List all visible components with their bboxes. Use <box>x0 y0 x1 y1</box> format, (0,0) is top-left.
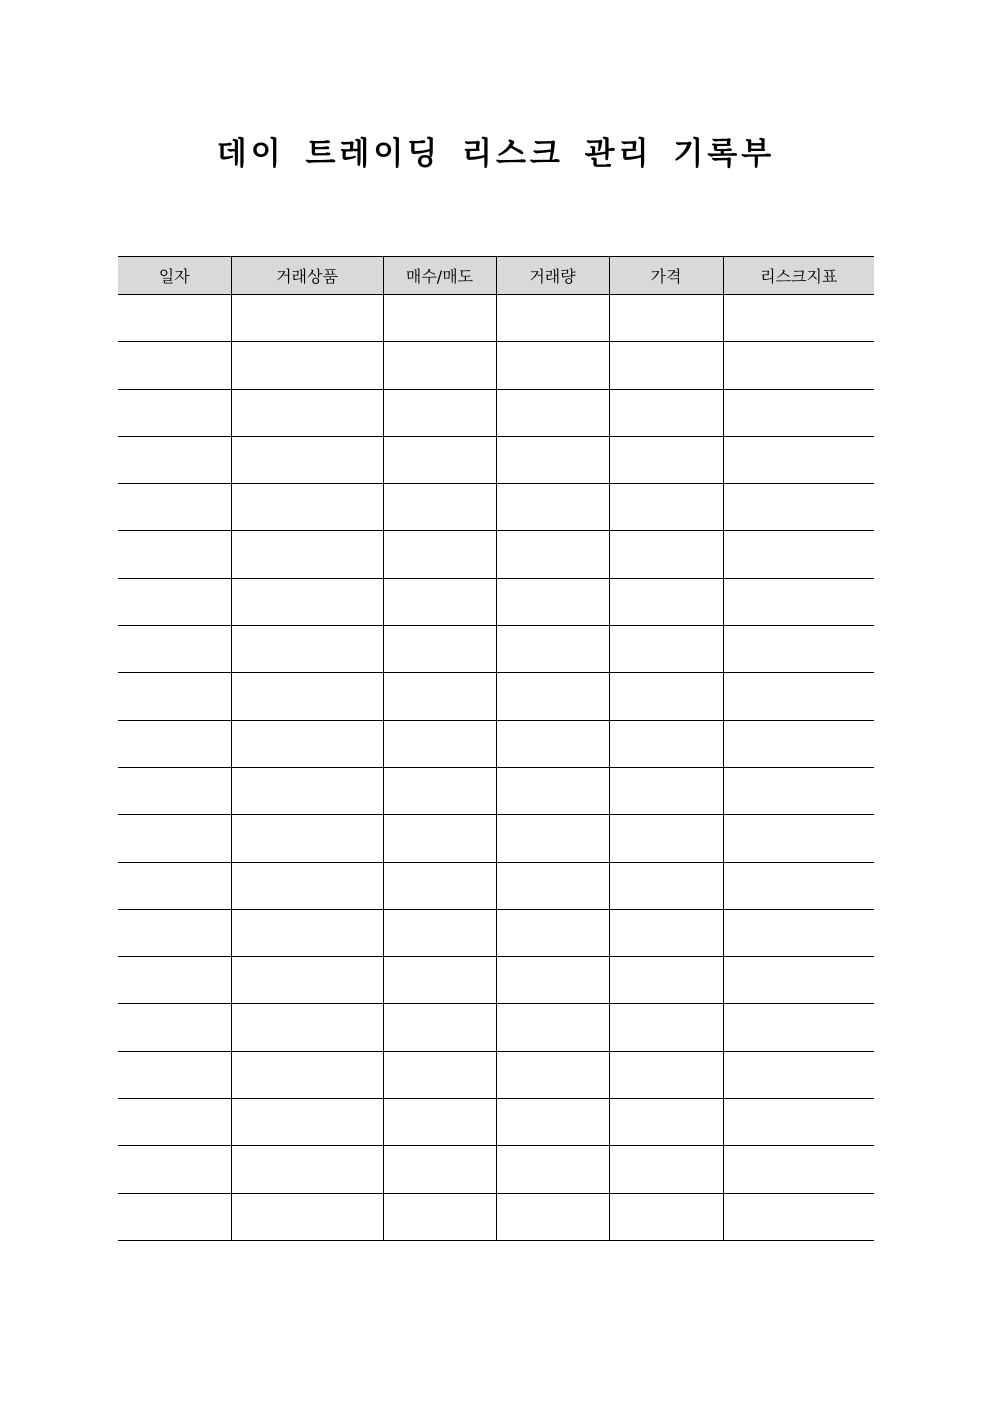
cell-date[interactable] <box>118 1099 231 1146</box>
cell-risk-indicator[interactable] <box>723 531 874 578</box>
cell-buy-sell[interactable] <box>383 862 496 909</box>
cell-product[interactable] <box>231 389 383 436</box>
cell-price[interactable] <box>609 578 723 625</box>
cell-volume[interactable] <box>496 862 609 909</box>
cell-price[interactable] <box>609 673 723 720</box>
cell-price[interactable] <box>609 1193 723 1240</box>
cell-price[interactable] <box>609 957 723 1004</box>
cell-date[interactable] <box>118 626 231 673</box>
cell-buy-sell[interactable] <box>383 531 496 578</box>
cell-risk-indicator[interactable] <box>723 342 874 389</box>
cell-volume[interactable] <box>496 673 609 720</box>
table-body <box>118 295 874 1241</box>
cell-volume[interactable] <box>496 295 609 342</box>
cell-date[interactable] <box>118 720 231 767</box>
cell-buy-sell[interactable] <box>383 1146 496 1193</box>
cell-date[interactable] <box>118 578 231 625</box>
cell-product[interactable] <box>231 626 383 673</box>
cell-volume[interactable] <box>496 342 609 389</box>
cell-price[interactable] <box>609 295 723 342</box>
cell-risk-indicator[interactable] <box>723 436 874 483</box>
table-row <box>118 484 874 531</box>
cell-volume[interactable] <box>496 578 609 625</box>
table-row <box>118 720 874 767</box>
cell-buy-sell[interactable] <box>383 436 496 483</box>
cell-volume[interactable] <box>496 484 609 531</box>
cell-volume[interactable] <box>496 767 609 814</box>
cell-product[interactable] <box>231 484 383 531</box>
cell-buy-sell[interactable] <box>383 578 496 625</box>
table-row <box>118 626 874 673</box>
table-row <box>118 531 874 578</box>
risk-log-table <box>118 256 874 1241</box>
table-row <box>118 342 874 389</box>
cell-date[interactable] <box>118 436 231 483</box>
cell-volume[interactable] <box>496 1004 609 1051</box>
header-volume: 거래량 <box>496 257 609 295</box>
cell-risk-indicator[interactable] <box>723 720 874 767</box>
cell-risk-indicator[interactable] <box>723 1099 874 1146</box>
table-row <box>118 1193 874 1240</box>
cell-product[interactable] <box>231 1004 383 1051</box>
cell-product[interactable] <box>231 815 383 862</box>
cell-risk-indicator[interactable] <box>723 767 874 814</box>
cell-volume[interactable] <box>496 626 609 673</box>
table-row <box>118 389 874 436</box>
cell-volume[interactable] <box>496 1051 609 1098</box>
cell-date[interactable] <box>118 909 231 956</box>
table-row <box>118 578 874 625</box>
cell-risk-indicator[interactable] <box>723 1004 874 1051</box>
cell-price[interactable] <box>609 1099 723 1146</box>
cell-product[interactable] <box>231 767 383 814</box>
cell-buy-sell[interactable] <box>383 626 496 673</box>
cell-buy-sell[interactable] <box>383 484 496 531</box>
table-row <box>118 1099 874 1146</box>
cell-price[interactable] <box>609 1146 723 1193</box>
cell-product[interactable] <box>231 1193 383 1240</box>
header-date: 일자 <box>118 257 231 295</box>
cell-volume[interactable] <box>496 1099 609 1146</box>
cell-price[interactable] <box>609 1051 723 1098</box>
cell-risk-indicator[interactable] <box>723 909 874 956</box>
table-header <box>118 257 874 295</box>
cell-product[interactable] <box>231 578 383 625</box>
cell-buy-sell[interactable] <box>383 767 496 814</box>
cell-buy-sell[interactable] <box>383 1004 496 1051</box>
table-row <box>118 909 874 956</box>
cell-price[interactable] <box>609 484 723 531</box>
table-row <box>118 862 874 909</box>
cell-product[interactable] <box>231 1146 383 1193</box>
cell-risk-indicator[interactable] <box>723 673 874 720</box>
cell-date[interactable] <box>118 862 231 909</box>
cell-date[interactable] <box>118 1004 231 1051</box>
cell-buy-sell[interactable] <box>383 1099 496 1146</box>
table-row <box>118 673 874 720</box>
table-row <box>118 957 874 1004</box>
cell-buy-sell[interactable] <box>383 957 496 1004</box>
cell-volume[interactable] <box>496 531 609 578</box>
cell-buy-sell[interactable] <box>383 295 496 342</box>
cell-buy-sell[interactable] <box>383 909 496 956</box>
cell-product[interactable] <box>231 909 383 956</box>
cell-date[interactable] <box>118 815 231 862</box>
cell-volume[interactable] <box>496 815 609 862</box>
cell-price[interactable] <box>609 389 723 436</box>
cell-volume[interactable] <box>496 436 609 483</box>
cell-product[interactable] <box>231 436 383 483</box>
cell-price[interactable] <box>609 436 723 483</box>
cell-product[interactable] <box>231 1051 383 1098</box>
cell-date[interactable] <box>118 1146 231 1193</box>
cell-date[interactable] <box>118 342 231 389</box>
cell-risk-indicator[interactable] <box>723 1193 874 1240</box>
header-product: 거래상품 <box>231 257 383 295</box>
cell-risk-indicator[interactable] <box>723 1051 874 1098</box>
cell-buy-sell[interactable] <box>383 389 496 436</box>
cell-risk-indicator[interactable] <box>723 484 874 531</box>
cell-price[interactable] <box>609 531 723 578</box>
cell-risk-indicator[interactable] <box>723 578 874 625</box>
cell-product[interactable] <box>231 342 383 389</box>
cell-volume[interactable] <box>496 957 609 1004</box>
header-price: 가격 <box>609 257 723 295</box>
cell-product[interactable] <box>231 957 383 1004</box>
cell-risk-indicator[interactable] <box>723 1146 874 1193</box>
cell-price[interactable] <box>609 720 723 767</box>
cell-date[interactable] <box>118 1193 231 1240</box>
cell-buy-sell[interactable] <box>383 720 496 767</box>
page-title: 데이 트레이딩 리스크 관리 기록부 <box>216 136 776 172</box>
cell-price[interactable] <box>609 862 723 909</box>
cell-volume[interactable] <box>496 1146 609 1193</box>
cell-product[interactable] <box>231 862 383 909</box>
header-buy-sell: 매수/매도 <box>383 257 496 295</box>
cell-volume[interactable] <box>496 909 609 956</box>
table-row <box>118 815 874 862</box>
table-row <box>118 1051 874 1098</box>
cell-risk-indicator[interactable] <box>723 957 874 1004</box>
cell-product[interactable] <box>231 1099 383 1146</box>
cell-volume[interactable] <box>496 720 609 767</box>
cell-price[interactable] <box>609 815 723 862</box>
cell-buy-sell[interactable] <box>383 815 496 862</box>
cell-date[interactable] <box>118 767 231 814</box>
table-row <box>118 1004 874 1051</box>
header-row <box>118 257 874 295</box>
cell-price[interactable] <box>609 1004 723 1051</box>
cell-date[interactable] <box>118 295 231 342</box>
cell-risk-indicator[interactable] <box>723 295 874 342</box>
cell-risk-indicator[interactable] <box>723 389 874 436</box>
cell-date[interactable] <box>118 531 231 578</box>
cell-product[interactable] <box>231 531 383 578</box>
table-row <box>118 295 874 342</box>
cell-product[interactable] <box>231 673 383 720</box>
cell-price[interactable] <box>609 767 723 814</box>
cell-buy-sell[interactable] <box>383 673 496 720</box>
cell-date[interactable] <box>118 957 231 1004</box>
cell-date[interactable] <box>118 389 231 436</box>
cell-price[interactable] <box>609 626 723 673</box>
table-row <box>118 436 874 483</box>
cell-price[interactable] <box>609 342 723 389</box>
table-row <box>118 767 874 814</box>
table-row <box>118 1146 874 1193</box>
cell-buy-sell[interactable] <box>383 1193 496 1240</box>
cell-date[interactable] <box>118 484 231 531</box>
cell-buy-sell[interactable] <box>383 1051 496 1098</box>
cell-risk-indicator[interactable] <box>723 862 874 909</box>
cell-risk-indicator[interactable] <box>723 815 874 862</box>
cell-risk-indicator[interactable] <box>723 626 874 673</box>
cell-volume[interactable] <box>496 389 609 436</box>
cell-volume[interactable] <box>496 1193 609 1240</box>
header-risk-indicator: 리스크지표 <box>723 257 874 295</box>
cell-product[interactable] <box>231 720 383 767</box>
cell-price[interactable] <box>609 909 723 956</box>
cell-buy-sell[interactable] <box>383 342 496 389</box>
cell-date[interactable] <box>118 673 231 720</box>
cell-date[interactable] <box>118 1051 231 1098</box>
cell-product[interactable] <box>231 295 383 342</box>
